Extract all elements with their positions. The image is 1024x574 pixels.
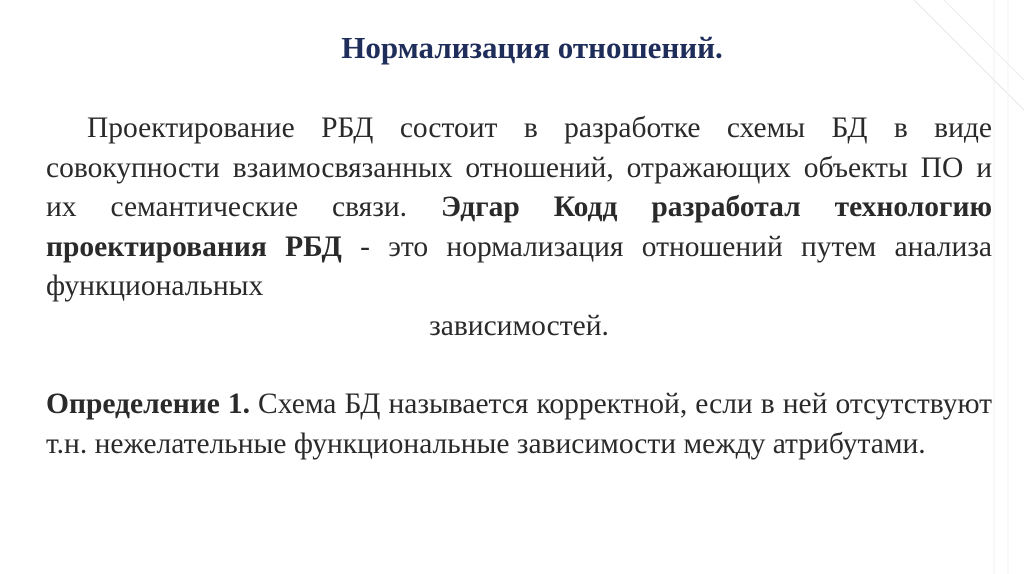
slide-body bbox=[46, 109, 992, 464]
paragraph-design bbox=[46, 109, 992, 346]
definition-text: Схема БД называется корректной, если в ней отсутствуют т.н. нежелательные функциональные зависимости между атрибутами. bbox=[46, 388, 992, 460]
definition-label: Определение 1. bbox=[46, 388, 250, 420]
paragraph-design-bold: Эдгар Кодд разработал технологию проектирования РБД bbox=[46, 191, 992, 263]
paragraph-definition bbox=[46, 385, 992, 464]
slide-title-text: Нормализация отношений. bbox=[341, 30, 723, 65]
slide-title bbox=[0, 30, 1024, 66]
paragraph-design-text: Проектирование РБД состоит в разработке схемы БД в виде совокупности взаимосвязанных отношений, отражающих объекты ПО и их семантические связи. bbox=[46, 112, 992, 223]
paragraph-design-last-line: зависимостей. bbox=[429, 309, 609, 342]
paragraph-design-text-after: - это нормализация отношений путем анализа функциональных bbox=[46, 230, 992, 302]
